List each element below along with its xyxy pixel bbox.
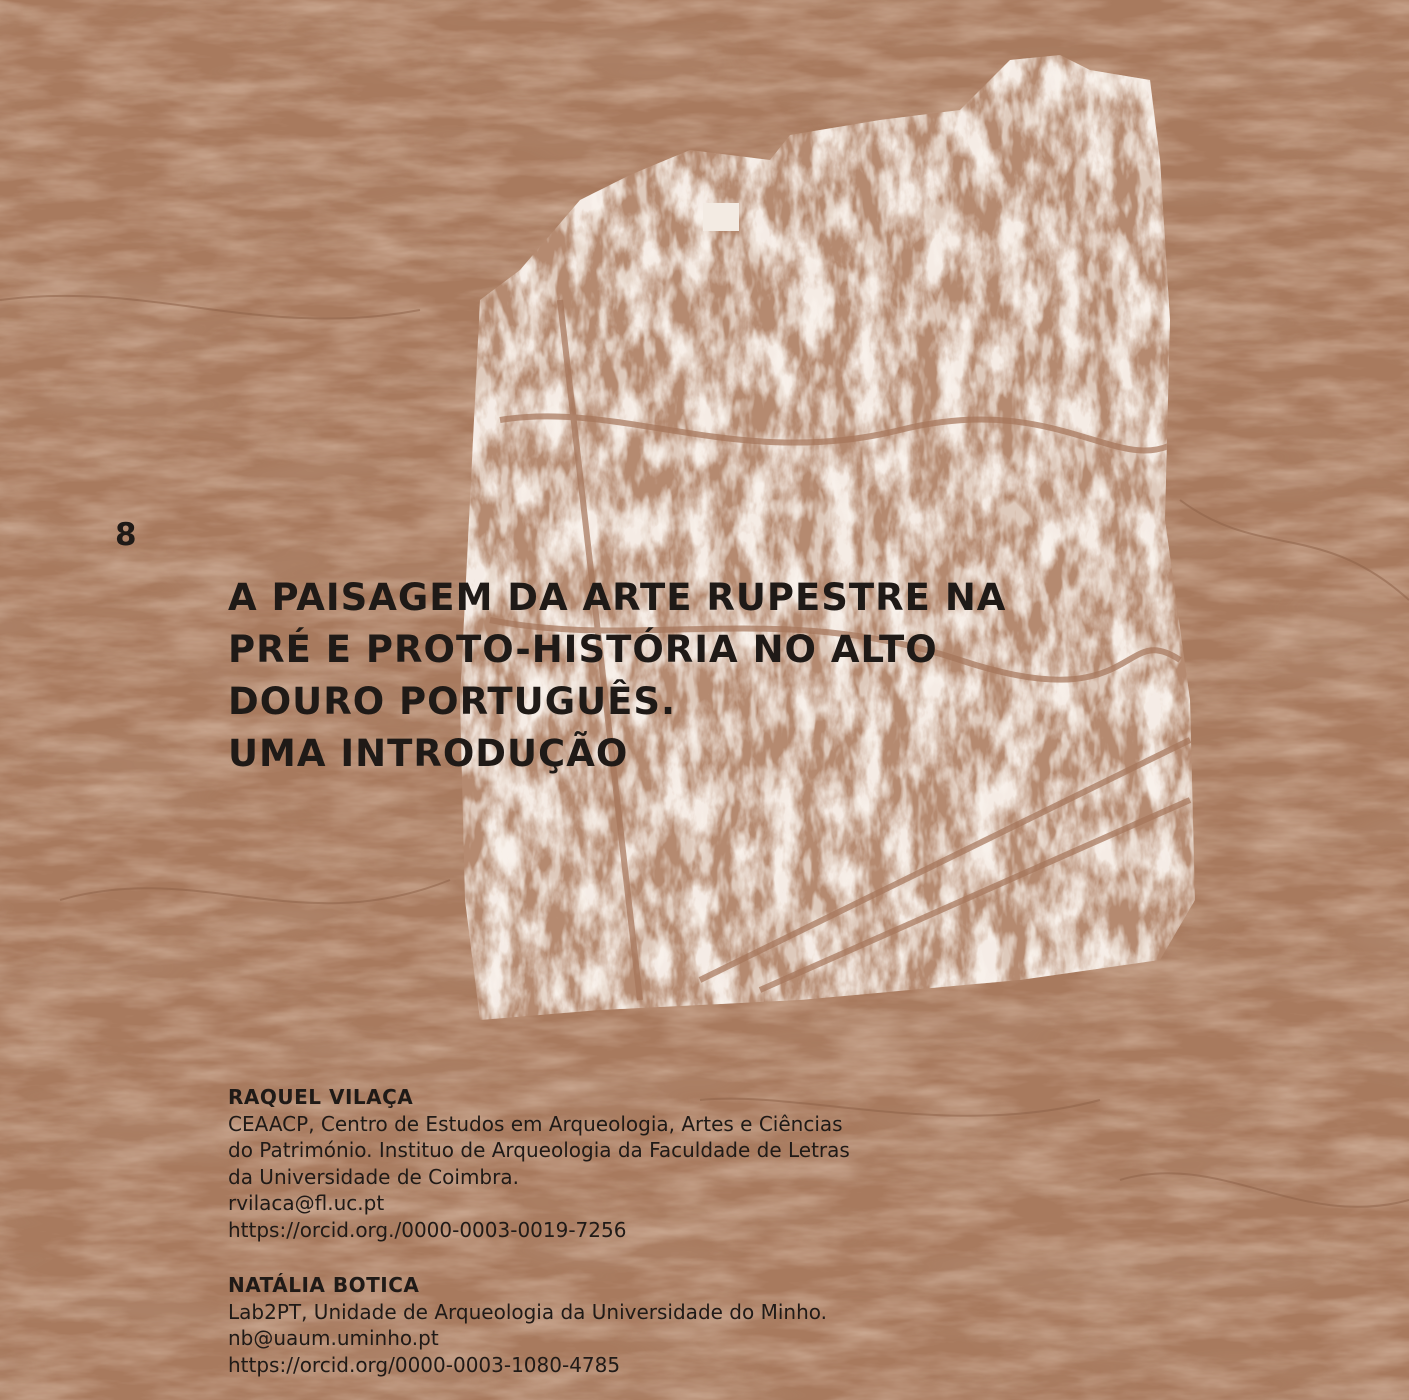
chapter-title-line: A PAISAGEM DA ARTE RUPESTRE NA — [228, 576, 1007, 619]
author-orcid-link[interactable]: https://orcid.org./0000-0003-0019-7256 — [228, 1217, 627, 1242]
author-email-link[interactable]: rvilaca@fl.uc.pt — [228, 1191, 385, 1215]
author-email-link[interactable]: nb@uaum.uminho.pt — [228, 1326, 439, 1350]
chapter-number: 8 — [115, 517, 138, 553]
author-block-raquel-vilaca — [228, 1084, 1128, 1243]
author-affiliation-line: do Património. Instituo de Arqueologia da Faculdade de Letras — [228, 1138, 850, 1162]
author-block-natalia-botica — [228, 1272, 1128, 1378]
author-affiliation-line: da Universidade de Coimbra. — [228, 1164, 519, 1189]
author-name: NATÁLIA BOTICA — [228, 1273, 420, 1297]
chapter-title-line: DOURO PORTUGUÊS. — [228, 680, 677, 723]
chapter-title-line: UMA INTRODUÇÃO — [228, 732, 629, 775]
scale-marker-icon — [703, 203, 739, 231]
author-affiliation-line: Lab2PT, Unidade de Arqueologia da Universidade do Minho. — [228, 1299, 827, 1324]
chapter-title — [228, 572, 1128, 780]
author-affiliation-line: CEAACP, Centro de Estudos em Arqueologia, Artes e Ciências — [228, 1111, 843, 1136]
author-name: RAQUEL VILAÇA — [228, 1085, 414, 1109]
chapter-title-line: PRÉ E PROTO-HISTÓRIA NO ALTO — [228, 628, 938, 671]
author-orcid-link[interactable]: https://orcid.org/0000-0003-1080-4785 — [228, 1352, 621, 1377]
